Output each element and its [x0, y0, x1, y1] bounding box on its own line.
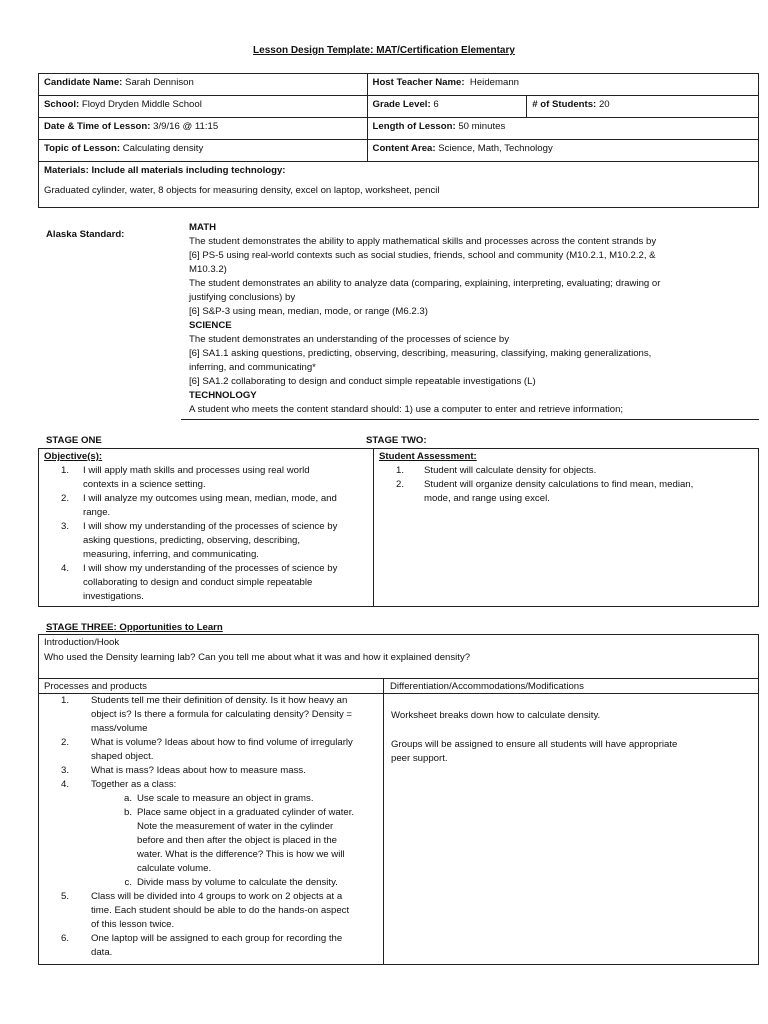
host-cell: [367, 74, 758, 96]
science-line: The student demonstrates an understanding of the processes of science by: [189, 334, 509, 345]
processes-list: [59, 694, 381, 960]
grade-value: 6: [433, 99, 439, 110]
item-number: 2.: [60, 493, 69, 504]
item-number: 1.: [60, 465, 69, 476]
item-number: 1.: [60, 695, 69, 706]
item-line: asking questions, predicting, observing, describing,: [83, 535, 301, 546]
materials-value: Graduated cylinder, water, 8 objects for measuring density, excel on laptop, worksheet, pencil: [44, 185, 440, 196]
differentiation-title: Differentiation/Accommodations/Modifications: [390, 681, 584, 692]
list-item: [59, 932, 381, 960]
length-value: 50 minutes: [458, 121, 506, 132]
item-number: 4.: [60, 563, 69, 574]
students-label: # of Students:: [532, 99, 597, 110]
item-line: I will apply math skills and processes using real world: [83, 465, 310, 476]
item-line: Use scale to measure an object in grams.: [137, 793, 314, 804]
sub-list-item: [59, 876, 381, 890]
math-heading: MATH: [189, 222, 216, 233]
objectives-title: Objective(s):: [44, 451, 103, 462]
students-value: 20: [598, 99, 610, 110]
item-line: What is mass? Ideas about how to measure mass.: [91, 765, 306, 776]
item-number: b.: [123, 807, 132, 818]
school-label: School:: [44, 99, 80, 110]
objectives-list: [59, 464, 371, 604]
host-value: Heidemann: [469, 77, 519, 88]
science-line: [6] SA1.2 collaborating to design and conduct simple repeatable investigations (L): [189, 376, 536, 387]
school-value: Floyd Dryden Middle School: [81, 99, 202, 110]
grade-cell: [367, 96, 527, 118]
list-item: [59, 890, 381, 932]
date-label: Date & Time of Lesson:: [44, 121, 151, 132]
sub-list-item: [59, 806, 381, 876]
intro-text: Who used the Density learning lab? Can you tell me about what it was and how it explained density?: [44, 652, 471, 663]
candidate-cell: [39, 74, 368, 96]
math-line: justifying conclusions) by: [189, 292, 296, 303]
technology-heading: TECHNOLOGY: [189, 390, 257, 401]
objectives-box: [38, 448, 374, 607]
item-line: I will show my understanding of the processes of science by: [83, 521, 338, 532]
differentiation-divider: [384, 693, 758, 694]
item-line: shaped object.: [91, 751, 154, 762]
differentiation-item: Worksheet breaks down how to calculate density.: [391, 710, 601, 721]
item-number: 2.: [395, 479, 404, 490]
materials-label: Materials: Include all materials including technology:: [44, 165, 286, 176]
science-line: inferring, and communicating*: [189, 362, 316, 373]
length-cell: [367, 118, 758, 140]
processes-box: [38, 678, 384, 965]
list-item: [59, 736, 381, 764]
alaska-standard-label: Alaska Standard:: [46, 229, 125, 240]
assessment-title: Student Assessment:: [379, 451, 477, 462]
differentiation-item: Groups will be assigned to ensure all students will have appropriate: [391, 739, 678, 750]
date-value: 3/9/16 @ 11:15: [153, 121, 219, 132]
math-line: [6] S&P-3 using mean, median, mode, or range (M6.2.3): [189, 306, 428, 317]
item-line: What is volume? Ideas about how to find volume of irregularly: [91, 737, 353, 748]
topic-value: Calculating density: [122, 143, 204, 154]
item-line: collaborating to design and conduct simple repeatable: [83, 577, 313, 588]
item-line: Together as a class:: [91, 779, 177, 790]
item-line: Class will be divided into 4 groups to work on 2 objects at a: [91, 891, 343, 902]
materials-cell: [39, 162, 759, 208]
list-item: [59, 562, 371, 604]
item-number: c.: [124, 877, 132, 888]
item-number: 3.: [60, 765, 69, 776]
item-line: Note the measurement of water in the cylinder: [137, 821, 334, 832]
item-line: investigations.: [83, 591, 144, 602]
topic-label: Topic of Lesson:: [44, 143, 121, 154]
standard-divider: [181, 419, 759, 420]
item-line: mass/volume: [91, 723, 148, 734]
candidate-label: Candidate Name:: [44, 77, 123, 88]
differentiation-box: [383, 678, 759, 965]
alaska-standard-body: [189, 221, 714, 417]
item-number: 3.: [60, 521, 69, 532]
item-line: calculate volume.: [137, 863, 212, 874]
students-cell: [527, 96, 759, 118]
school-cell: [39, 96, 368, 118]
date-cell: [39, 118, 368, 140]
item-line: One laptop will be assigned to each group for recording the: [91, 933, 343, 944]
list-item: [59, 464, 371, 492]
item-number: 5.: [60, 891, 69, 902]
grade-label: Grade Level:: [372, 99, 431, 110]
item-line: before and then after the object is placed in the: [137, 835, 338, 846]
intro-title: Introduction/Hook: [44, 637, 120, 648]
item-line: I will analyze my outcomes using mean, median, mode, and: [83, 493, 337, 504]
item-line: contexts in a science setting.: [83, 479, 206, 490]
candidate-value: Sarah Dennison: [125, 77, 194, 88]
item-line: Student will calculate density for objects.: [424, 465, 597, 476]
host-label: Host Teacher Name:: [372, 77, 465, 88]
topic-cell: [39, 140, 368, 162]
item-line: data.: [91, 947, 113, 958]
length-label: Length of Lesson:: [372, 121, 456, 132]
science-line: [6] SA1.1 asking questions, predicting, observing, describing, measuring, classifying, making generalizations,: [189, 348, 652, 359]
list-item: [386, 478, 756, 506]
lesson-info-table: [38, 73, 759, 208]
sub-list-item: [59, 792, 381, 806]
item-line: object is? Is there a formula for calculating density? Density =: [91, 709, 353, 720]
assessment-list: [386, 464, 756, 506]
stage-two-heading: STAGE TWO:: [366, 435, 427, 446]
processes-title: Processes and products: [44, 681, 147, 692]
item-line: water. What is the difference? This is how we will: [137, 849, 345, 860]
item-number: a.: [123, 793, 132, 804]
item-line: Divide mass by volume to calculate the density.: [137, 877, 338, 888]
technology-line: A student who meets the content standard should: 1) use a computer to enter and retrieve information;: [189, 404, 624, 415]
intro-box: [38, 634, 759, 679]
page-title: Lesson Design Template: MAT/Certification Elementary: [253, 45, 515, 56]
list-item: [59, 492, 371, 520]
item-line: Students tell me their definition of density. Is it how heavy an: [91, 695, 348, 706]
item-line: Place same object in a graduated cylinder of water.: [137, 807, 355, 818]
math-line: The student demonstrates an ability to analyze data (comparing, explaining, interpreting, evaluating; drawing or: [189, 278, 661, 289]
math-line: M10.3.2): [189, 264, 227, 275]
item-line: I will show my understanding of the processes of science by: [83, 563, 338, 574]
list-item: [59, 778, 381, 792]
content-area-cell: [367, 140, 758, 162]
item-number: 2.: [60, 737, 69, 748]
item-line: Student will organize density calculations to find mean, median,: [424, 479, 694, 490]
item-line: time. Each student should be able to do the hands-on aspect: [91, 905, 350, 916]
item-line: of this lesson twice.: [91, 919, 175, 930]
item-number: 4.: [60, 779, 69, 790]
item-line: mode, and range using excel.: [424, 493, 550, 504]
list-item: [59, 694, 381, 736]
list-item: [59, 764, 381, 778]
list-item: [386, 464, 756, 478]
math-line: The student demonstrates the ability to apply mathematical skills and processes across the content strands by: [189, 236, 657, 247]
item-line: measuring, inferring, and communicating.: [83, 549, 259, 560]
content-area-value: Science, Math, Technology: [438, 143, 553, 154]
stage-one-heading: STAGE ONE: [46, 435, 102, 446]
science-heading: SCIENCE: [189, 320, 232, 331]
stage-three-heading: STAGE THREE: Opportunities to Learn: [46, 622, 223, 633]
content-area-label: Content Area:: [372, 143, 436, 154]
list-item: [59, 520, 371, 562]
assessment-box: [373, 448, 759, 607]
item-number: 6.: [60, 933, 69, 944]
item-number: 1.: [395, 465, 404, 476]
item-line: range.: [83, 507, 111, 518]
math-line: [6] PS-5 using real-world contexts such as social studies, friends, school and community (M10.2.1, M10.2.2, &: [189, 250, 656, 261]
differentiation-item: peer support.: [391, 753, 448, 764]
